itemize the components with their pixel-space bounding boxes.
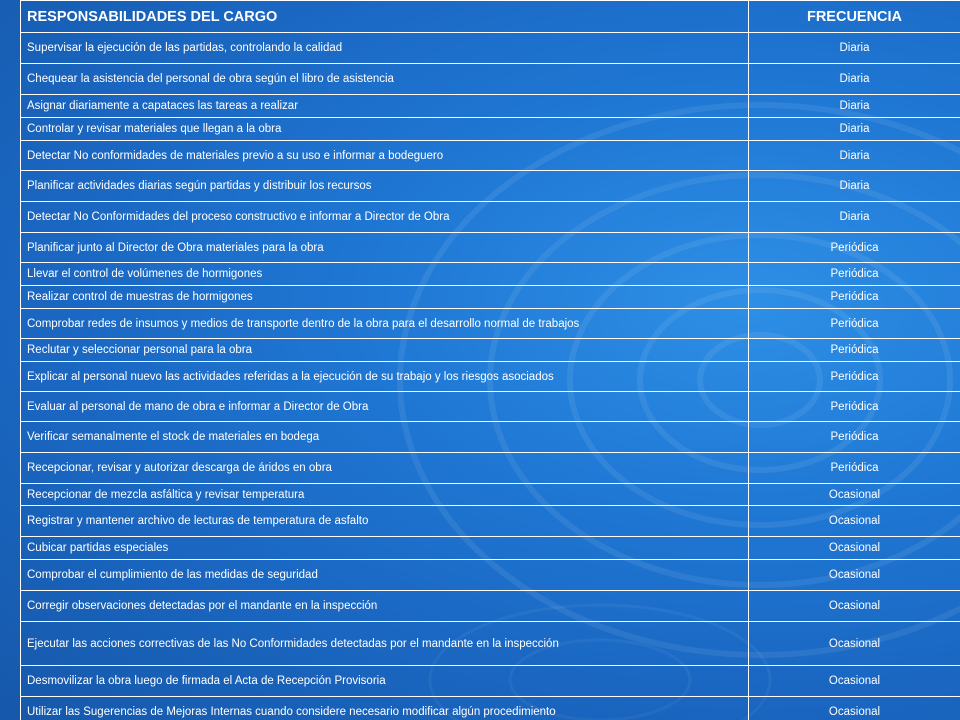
table-row — [21, 537, 960, 560]
responsibility-cell: Comprobar redes de insumos y medios de transporte dentro de la obra para el desarrollo normal de trabajos — [21, 309, 749, 339]
table-row — [21, 591, 960, 622]
frequency-cell: Diaria — [749, 95, 960, 118]
table-row — [21, 506, 960, 537]
responsibility-cell: Comprobar el cumplimiento de las medidas de seguridad — [21, 560, 749, 591]
table-row — [21, 362, 960, 392]
table-row — [21, 171, 960, 202]
table-row — [21, 392, 960, 422]
responsibility-cell: Recepcionar, revisar y autorizar descarga de áridos en obra — [21, 453, 749, 484]
frequency-cell: Diaria — [749, 141, 960, 171]
responsibility-cell: Explicar al personal nuevo las actividades referidas a la ejecución de su trabajo y los riesgos asociados — [21, 362, 749, 392]
frequency-cell: Ocasional — [749, 622, 960, 666]
table-row — [21, 33, 960, 64]
table-row — [21, 309, 960, 339]
frequency-cell: Diaria — [749, 33, 960, 64]
frequency-cell: Periódica — [749, 453, 960, 484]
table-row — [21, 95, 960, 118]
header-responsibilities: RESPONSABILIDADES DEL CARGO — [21, 1, 749, 33]
frequency-cell: Diaria — [749, 171, 960, 202]
frequency-cell: Ocasional — [749, 537, 960, 560]
frequency-cell: Diaria — [749, 202, 960, 233]
frequency-cell: Ocasional — [749, 506, 960, 537]
table-row — [21, 666, 960, 697]
table-header-row — [21, 1, 960, 33]
responsibility-cell: Planificar actividades diarias según partidas y distribuir los recursos — [21, 171, 749, 202]
responsibility-cell: Verificar semanalmente el stock de materiales en bodega — [21, 422, 749, 453]
table-row — [21, 233, 960, 263]
responsibility-cell: Registrar y mantener archivo de lecturas de temperatura de asfalto — [21, 506, 749, 537]
frequency-cell: Diaria — [749, 64, 960, 95]
table-row — [21, 64, 960, 95]
frequency-cell: Ocasional — [749, 484, 960, 506]
frequency-cell: Periódica — [749, 392, 960, 422]
table-row — [21, 484, 960, 506]
frequency-cell: Periódica — [749, 362, 960, 392]
table-row — [21, 622, 960, 666]
responsibility-cell: Realizar control de muestras de hormigones — [21, 286, 749, 309]
frequency-cell: Periódica — [749, 422, 960, 453]
responsibility-cell: Planificar junto al Director de Obra materiales para la obra — [21, 233, 749, 263]
frequency-cell: Ocasional — [749, 697, 960, 720]
table-row — [21, 453, 960, 484]
responsibility-cell: Chequear la asistencia del personal de obra según el libro de asistencia — [21, 64, 749, 95]
table-row — [21, 202, 960, 233]
frequency-cell: Periódica — [749, 286, 960, 309]
responsibility-cell: Asignar diariamente a capataces las tareas a realizar — [21, 95, 749, 118]
responsibility-cell: Recepcionar de mezcla asfáltica y revisar temperatura — [21, 484, 749, 506]
responsibility-cell: Desmovilizar la obra luego de firmada el Acta de Recepción Provisoria — [21, 666, 749, 697]
responsibility-cell: Controlar y revisar materiales que llegan a la obra — [21, 118, 749, 141]
frequency-cell: Periódica — [749, 339, 960, 362]
table-row — [21, 422, 960, 453]
table-row — [21, 141, 960, 171]
table-row — [21, 118, 960, 141]
frequency-cell: Ocasional — [749, 666, 960, 697]
responsibility-cell: Utilizar las Sugerencias de Mejoras Internas cuando considere necesario modificar algún procedimiento — [21, 697, 749, 720]
responsibilities-table — [20, 0, 960, 720]
frequency-cell: Periódica — [749, 233, 960, 263]
responsibility-cell: Detectar No Conformidades del proceso constructivo e informar a Director de Obra — [21, 202, 749, 233]
frequency-cell: Periódica — [749, 309, 960, 339]
table-row — [21, 286, 960, 309]
table-row — [21, 697, 960, 720]
responsibility-cell: Supervisar la ejecución de las partidas, controlando la calidad — [21, 33, 749, 64]
responsibility-cell: Llevar el control de volúmenes de hormigones — [21, 263, 749, 286]
header-frequency: FRECUENCIA — [749, 1, 960, 33]
table-row — [21, 339, 960, 362]
frequency-cell: Ocasional — [749, 560, 960, 591]
responsibility-cell: Reclutar y seleccionar personal para la obra — [21, 339, 749, 362]
frequency-cell: Periódica — [749, 263, 960, 286]
responsibility-cell: Detectar No conformidades de materiales previo a su uso e informar a bodeguero — [21, 141, 749, 171]
table-row — [21, 560, 960, 591]
responsibility-cell: Ejecutar las acciones correctivas de las No Conformidades detectadas por el mandante en la inspección — [21, 622, 749, 666]
table-row — [21, 263, 960, 286]
frequency-cell: Diaria — [749, 118, 960, 141]
responsibility-cell: Corregir observaciones detectadas por el mandante en la inspección — [21, 591, 749, 622]
responsibility-cell: Cubicar partidas especiales — [21, 537, 749, 560]
responsibility-cell: Evaluar al personal de mano de obra e informar a Director de Obra — [21, 392, 749, 422]
table-body — [21, 33, 960, 720]
frequency-cell: Ocasional — [749, 591, 960, 622]
